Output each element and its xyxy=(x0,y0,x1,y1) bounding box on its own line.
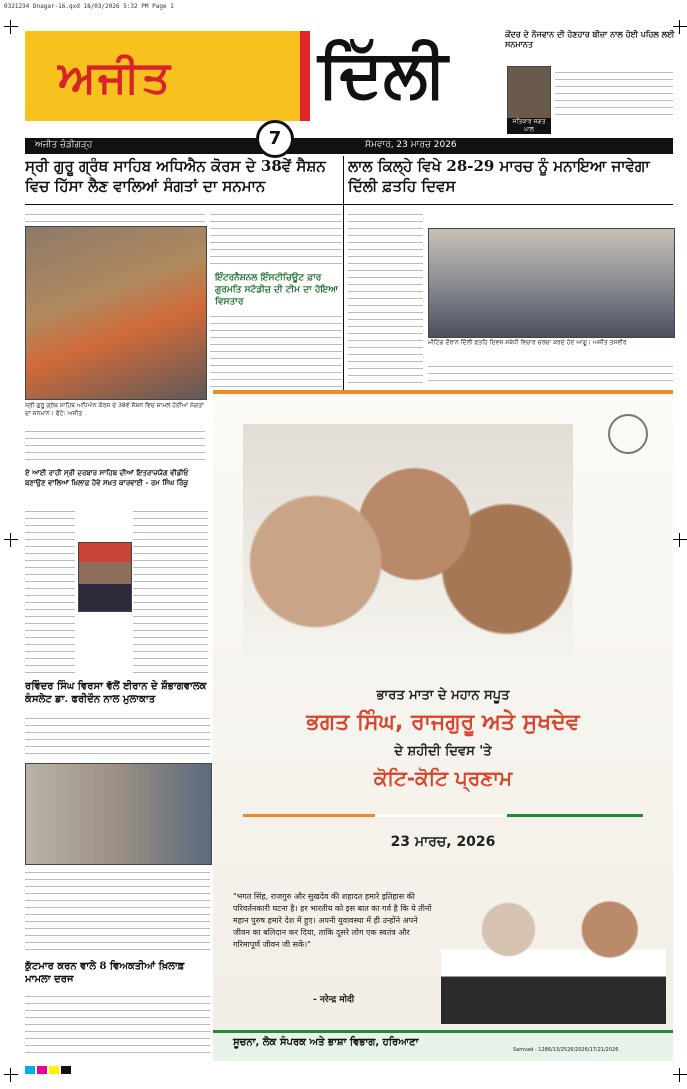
registration-mark xyxy=(673,1068,687,1082)
column-divider xyxy=(343,156,344,391)
print-slug: 0321234 Dnagar-16.qxd 18/03/2026 5:32 PM Page 1 xyxy=(4,3,174,10)
story3-body-2 xyxy=(133,505,208,675)
headline-rule xyxy=(25,204,673,205)
caption-meeting-photo: ਮੀਟਿੰਗ ਦੌਰਾਨ ਦਿੱਲੀ ਫ਼ਤਹਿ ਦਿਵਸ ਸਬੰਧੀ ਵਿਚਾਰ ਚਰਚਾ ਕਰਦੇ ਹੋਏ ਆਗੂ। ਅਜੀਤ ਤਸਵੀਰ xyxy=(428,339,627,346)
ad-footer-band xyxy=(213,1030,673,1061)
martyr-portraits xyxy=(243,424,573,674)
story4-body xyxy=(25,712,210,760)
story5-headline: ਕੁੱਟਮਾਰ ਕਰਨ ਵਾਲੇ 8 ਵਿਅਕਤੀਆਂ ਖ਼ਿਲਾਫ਼ ਮਾਮਲਾ ਦਰਜ xyxy=(25,961,185,985)
top-right-teaser-heading: ਕੇਂਦਰ ਦੇ ਨੌਜਵਾਨ ਦੀ ਹੋਣਹਾਰ ਬੀਜ਼ਾ ਨਾਲ ਹੋਈ ਪਹਿਲ ਲਈ ਸਨਮਾਨਤ xyxy=(505,30,675,49)
ad-line1: ਭਾਰਤ ਮਾਤਾ ਦੇ ਮਹਾਨ ਸਪੂਤ xyxy=(376,688,510,703)
ad-footer-code: Samvad - 1286/13/2526/2026/17/21/2026 xyxy=(513,1047,619,1053)
registration-mark xyxy=(4,533,18,547)
meeting-photo-2 xyxy=(25,763,212,865)
ad-tricolor-divider xyxy=(243,814,643,817)
story2-body-2 xyxy=(428,360,673,386)
haryana-emblem-icon xyxy=(608,414,648,454)
story5-body xyxy=(25,990,210,1058)
edition-label: ਅਜੀਤ ਚੰਡੀਗੜ੍ਹ xyxy=(35,140,93,150)
teaser-photo xyxy=(507,66,551,120)
story3-body xyxy=(25,505,75,675)
color-bar-black xyxy=(61,1066,71,1074)
color-bar-cyan xyxy=(25,1066,35,1074)
story1-text xyxy=(25,208,205,224)
ad-line4: ਕੋਟਿ-ਕੋਟਿ ਪ੍ਰਣਾਮ xyxy=(373,766,513,790)
portrait-photo xyxy=(78,542,132,612)
ad-footer-text: ਸੂਚਨਾ, ਲੋਕ ਸੰਪਰਕ ਅਤੇ ਭਾਸ਼ਾ ਵਿਭਾਗ, ਹਰਿਆਣਾ xyxy=(233,1037,419,1048)
tribute-advertisement xyxy=(213,390,673,1049)
ad-quote-author: - नरेन्द्र मोदी xyxy=(313,995,355,1005)
story4-body-2 xyxy=(25,866,210,956)
leaders-photo xyxy=(441,889,666,1024)
logo-delhi: ਦਿੱਲੀ xyxy=(318,34,448,112)
issue-date: ਸੋਮਵਾਰ, 23 ਮਾਰਚ 2026 xyxy=(365,140,457,150)
story2-body xyxy=(348,208,423,383)
page-number: 7 xyxy=(256,120,294,158)
story3-headline: ਏ ਆਈ ਰਾਹੀਂ ਸ੍ਰੀ ਦਰਬਾਰ ਸਾਹਿਬ ਦੀਆਂ ਇਤਰਾਜ਼ਯੋਗ ਵੀਡੀਓ ਬਣਾਉਣ ਵਾਲਿਆਂ ਖ਼ਿਲਾਫ਼ ਹੋਵੇ ਸਖ਼ਤ ਕਾਰਵਾਈ - ਰਮ ਸਿੰਘ ਰਿੰਕੂ xyxy=(25,468,189,487)
left-headline: ਸ੍ਰੀ ਗੁਰੂ ਗ੍ਰੰਥ ਸਾਹਿਬ ਅਧਿਐਨ ਕੋਰਸ ਦੇ 38ਵੇਂ ਸੈਸ਼ਨ ਵਿਚ ਹਿੱਸਾ ਲੈਣ ਵਾਲਿਆਂ ਸੰਗਤਾਂ ਦਾ ਸਨਮਾਨ xyxy=(25,157,326,195)
color-bar-magenta xyxy=(37,1066,47,1074)
logo-ajit: ਅਜੀਤ xyxy=(58,52,172,103)
date-bar xyxy=(25,138,673,154)
ad-quote: "भगत सिंह, राजगुरु और सुखदेव की शहादत हमारे इतिहास की परिवर्तनकारी घटना है। हर भारतीय को इस बात का गर्व है कि ये तीनों महान पुरुष हमारे देश में हुए। अपनी युवावस्था में ही उन्होंने अपने जीवन का बलिदान कर दिया, ताकि दूसरे लोग एक स्वतंत्र और गरिमापूर्ण जीवन जी सकें।" xyxy=(233,892,432,949)
ad-line3: ਦੇ ਸ਼ਹੀਦੀ ਦਿਵਸ 'ਤੇ xyxy=(394,744,492,759)
story1-body xyxy=(210,208,342,268)
teaser-text xyxy=(555,66,673,118)
registration-mark xyxy=(4,1068,18,1082)
story4-headline: ਰਵਿੰਦਰ ਸਿੰਘ ਵਿਰਸਾ ਵੱਲੋਂ ਈਰਾਨ ਦੇ ਸ਼ੌਭਾਗਵਾਲਕ ਕੰਸਲੇਟ ਡਾ. ਫਰੀਦੌਨ ਨਾਲ ਮੁਲਾਕਾਤ xyxy=(25,681,207,705)
registration-mark xyxy=(4,20,18,34)
story-brief xyxy=(25,425,205,465)
registration-mark xyxy=(673,20,687,34)
ad-line2: ਭਗਤ ਸਿੰਘ, ਰਾਜਗੁਰੂ ਅਤੇ ਸੁਖਦੇਵ xyxy=(306,710,580,735)
group-photo xyxy=(25,226,207,400)
sub-headline: ਇੰਟਰਨੈਸ਼ਨਲ ਇੰਸਟੀਚਿਊਟ ਫ਼ਾਰ ਗੁਰਮਤਿ ਸਟੱਡੀਜ਼ ਦੀ ਟੀਮ ਦਾ ਹੋਇਆ ਵਿਸਤਾਰ xyxy=(215,273,339,307)
teaser-caption: ਸਤਿਕਾਰ ਜਗਤ ਪਾਲ xyxy=(507,118,551,134)
caption-group-photo: ਸ੍ਰੀ ਗੁਰੂ ਗ੍ਰੰਥ ਸਾਹਿਬ ਅਧਿਐਨ ਕੋਰਸ ਦੇ 38ਵੇਂ ਸੈਸ਼ਨ ਵਿਚ ਸ਼ਾਮਲ ਹੋਈਆਂ ਸੰਗਤਾਂ ਦਾ ਸਨਮਾਨ। ਫੋਟੋ: ਅਜੀਤ xyxy=(25,402,204,417)
ad-date: 23 ਮਾਰਚ, 2026 xyxy=(390,834,496,850)
right-headline: ਲਾਲ ਕਿਲ੍ਹੇ ਵਿਖੇ 28-29 ਮਾਰਚ ਨੂੰ ਮਨਾਇਆ ਜਾਵੇਗਾ ਦਿੱਲੀ ਫ਼ਤਹਿ ਦਿਵਸ xyxy=(348,157,650,195)
registration-mark xyxy=(673,533,687,547)
story1-body-2 xyxy=(210,310,342,390)
meeting-photo xyxy=(428,228,675,338)
color-bar-yellow xyxy=(49,1066,59,1074)
